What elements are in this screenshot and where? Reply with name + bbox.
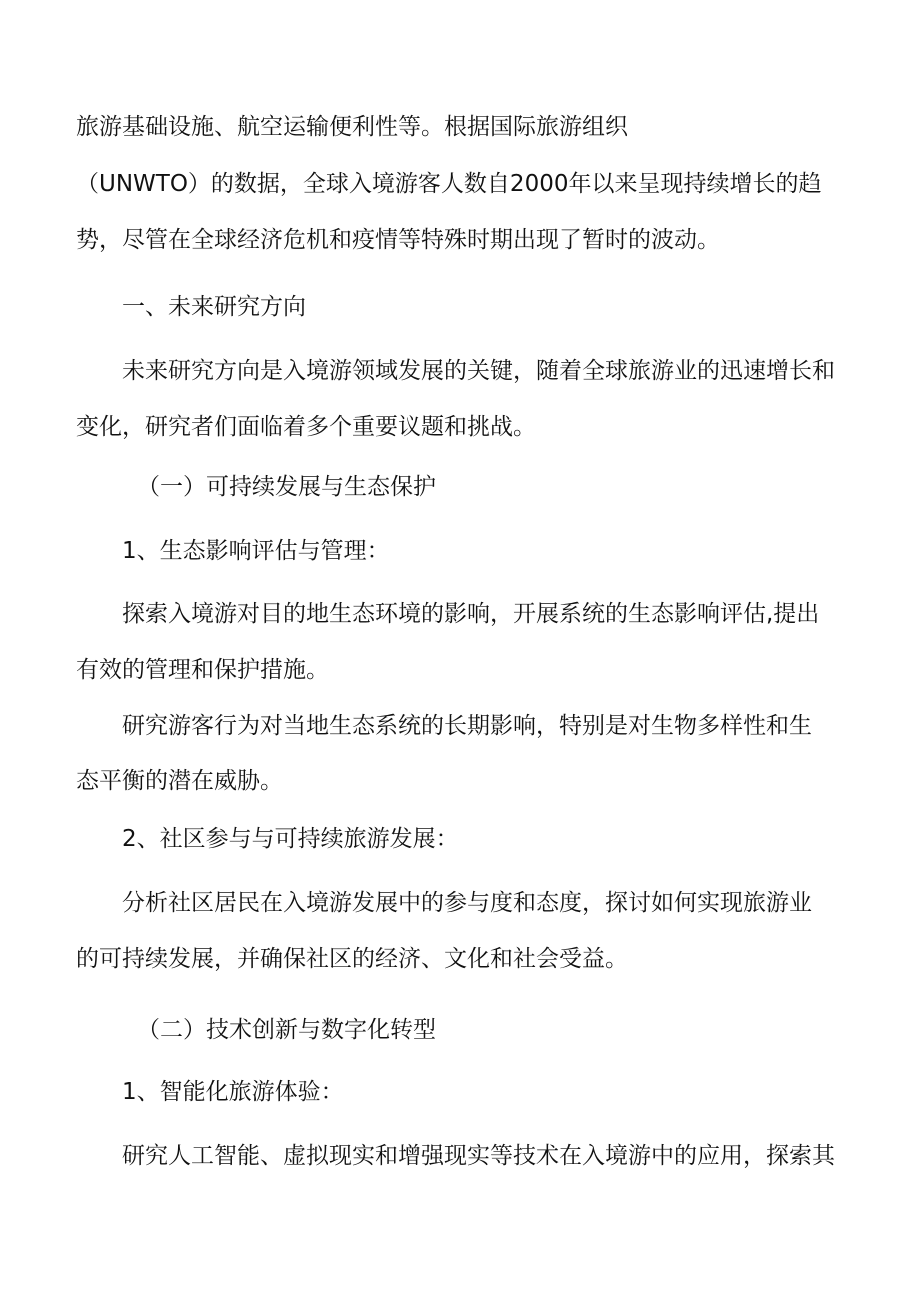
section-heading: 一、未来研究方向 xyxy=(122,294,306,320)
paragraph-line: 旅游基础设施、航空运输便利性等。根据国际旅游组织 xyxy=(76,114,628,140)
item-heading: 1、智能化旅游体验： xyxy=(122,1079,344,1105)
paragraph-line: 势，尽管在全球经济危机和疫情等特殊时期出现了暂时的波动。 xyxy=(76,227,720,253)
paragraph-line: 分析社区居民在入境游发展中的参与度和态度，探讨如何实现旅游业 xyxy=(122,890,812,916)
item-heading: 2、社区参与与可持续旅游发展： xyxy=(122,826,459,852)
paragraph-line: 有效的管理和保护措施。 xyxy=(76,657,329,683)
paragraph-line: 研究游客行为对当地生态系统的长期影响，特别是对生物多样性和生 xyxy=(122,713,812,739)
paragraph-line: （UNWTO）的数据，全球入境游客人数自2000年以来呈现持续增长的趋 xyxy=(76,171,822,197)
paragraph-line: 研究人工智能、虚拟现实和增强现实等技术在入境游中的应用，探索其 xyxy=(122,1143,835,1169)
paragraph-line: 探索入境游对目的地生态环境的影响，开展系统的生态影响评估,提出 xyxy=(122,601,820,627)
subsection-heading: （二）技术创新与数字化转型 xyxy=(137,1017,436,1043)
subsection-heading: （一）可持续发展与生态保护 xyxy=(137,474,436,500)
paragraph-line: 的可持续发展，并确保社区的经济、文化和社会受益。 xyxy=(76,946,628,972)
item-heading: 1、生态影响评估与管理： xyxy=(122,538,390,564)
paragraph-line: 变化，研究者们面临着多个重要议题和挑战。 xyxy=(76,414,536,440)
paragraph-line: 态平衡的潜在威胁。 xyxy=(76,768,283,794)
paragraph-line: 未来研究方向是入境游领域发展的关键，随着全球旅游业的迅速增长和 xyxy=(122,358,835,384)
